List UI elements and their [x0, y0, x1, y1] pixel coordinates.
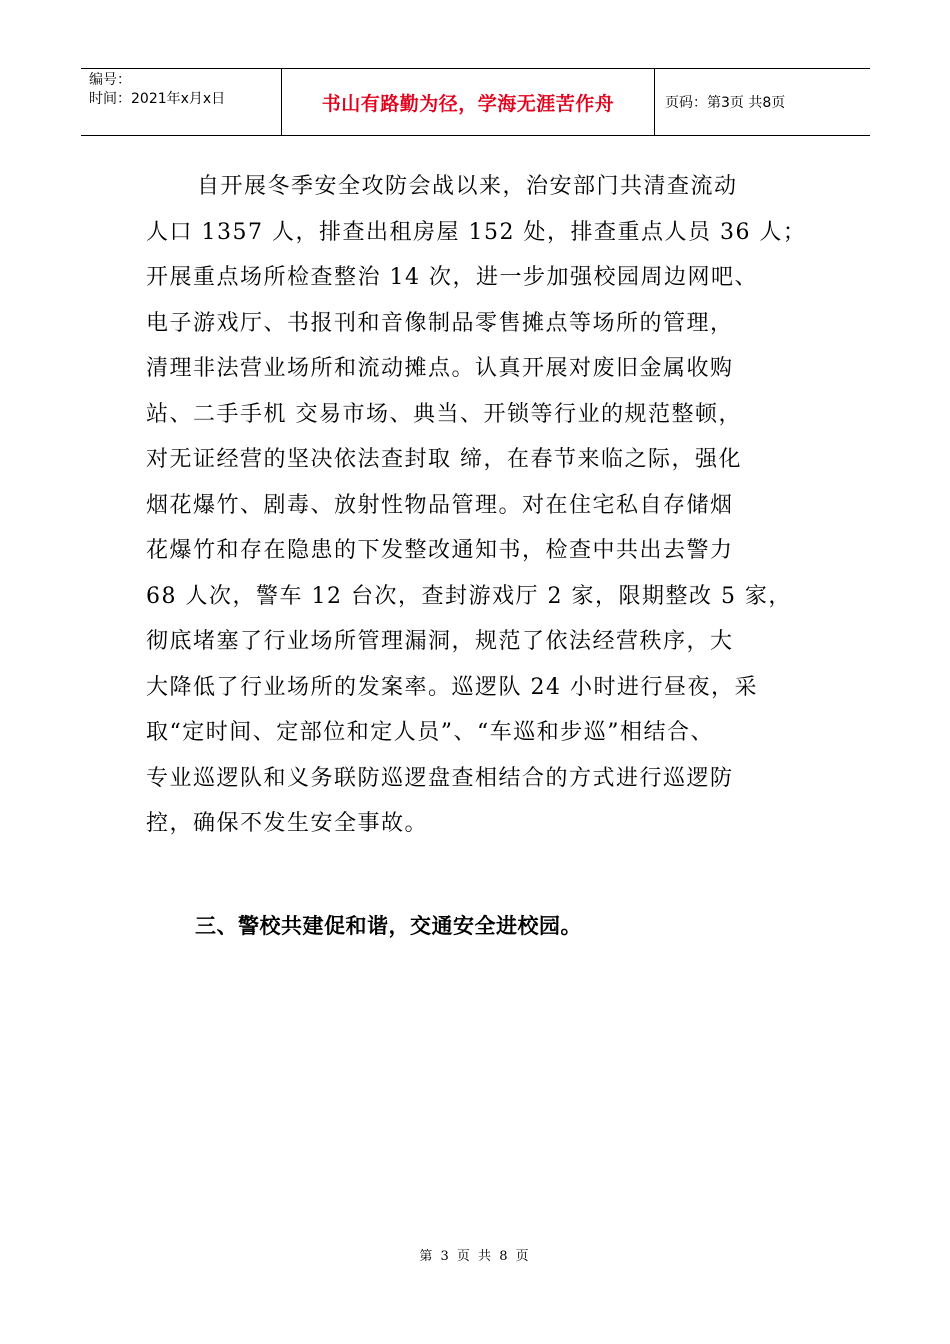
body-line: 彻底堵塞了行业场所管理漏洞，规范了依法经营秩序，大 [146, 629, 734, 654]
document-number-label: 编号： [89, 72, 131, 88]
body-paragraph [146, 164, 806, 847]
body-line: 专业巡逻队和义务联防巡逻盘查相结合的方式进行巡逻防 [146, 765, 734, 791]
page-footer: 第 3 页 共 8 页 [419, 1249, 531, 1264]
body-line: 68 人次，警车 12 台次，查封游戏厅 2 家，限期整改 5 家， [146, 583, 792, 609]
body-line: 人口 1357 人，排查出租房屋 152 处，排查重点人员 36 人； [146, 219, 807, 245]
body-line: 控，确保不发生安全事故。 [146, 811, 429, 836]
body-line: 电子游戏厅、书报刊和音像制品零售摊点等场所的管理， [146, 310, 734, 336]
body-line: 开展重点场所检查整治 14 次，进一步加强校园周边网吧、 [146, 265, 758, 290]
header-page-info: 页码：第3页 共8页 [665, 95, 786, 111]
body-line: 站、二手手机 交易市场、典当、开锁等行业的规范整顿， [146, 401, 742, 427]
body-line: 清理非法营业场所和流动摊点。认真开展对废旧金属收购 [146, 356, 734, 381]
header-motto: 书山有路勤为径，学海无涯苦作舟 [282, 69, 655, 135]
document-time-label: 时间：2021年x月x日 [89, 91, 226, 107]
body-line: 取“定时间、定部位和定人员”、“车巡和步巡”相结合、 [146, 720, 714, 745]
body-line: 对无证经营的坚决依法查封取 缔，在春节来临之际，强化 [146, 447, 742, 472]
body-line: 自开展冬季安全攻防会战以来，治安部门共清查流动 [197, 174, 738, 199]
body-line: 大降低了行业场所的发案率。巡逻队 24 小时进行昼夜，采 [146, 674, 758, 700]
page-header [81, 68, 870, 136]
body-line: 花爆竹和存在隐患的下发整改通知书，检查中共出去警力 [146, 538, 734, 563]
header-meta-cell [81, 69, 282, 135]
section-heading: 三、警校共建促和谐，交通安全进校园。 [195, 914, 582, 938]
body-line: 烟花爆竹、剧毒、放射性物品管理。对在住宅私自存储烟 [146, 492, 734, 518]
